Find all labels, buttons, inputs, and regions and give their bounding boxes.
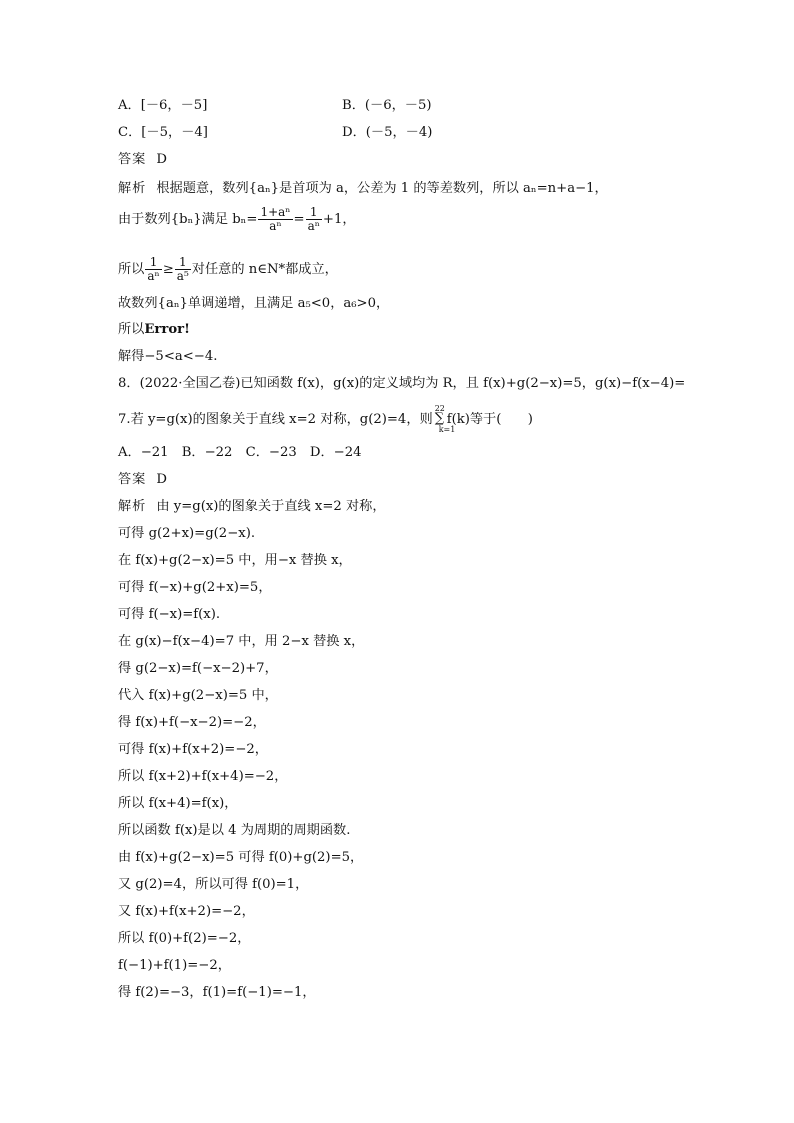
q7-analysis-line-2 <box>118 206 356 233</box>
q8-analysis-line: 可得 f(−x)+g(2+x)=5， <box>118 580 272 595</box>
fraction <box>175 256 191 283</box>
fraction-denominator: aⁿ <box>307 219 320 233</box>
q8-analysis-line: 在 f(x)+g(2−x)=5 中，用−x 替换 x， <box>118 553 352 568</box>
q7-analysis-line-6: 解得−5<a<−4. <box>118 349 218 364</box>
q7-analysis-line-1 <box>118 181 608 197</box>
answer-value: D <box>156 152 167 167</box>
q8-analysis-line: 所以 f(x+4)=f(x)， <box>118 796 238 811</box>
q8-analysis-line: 可得 f(−x)=f(x). <box>118 607 221 622</box>
answer-label: 答案 <box>118 152 147 167</box>
error-text: Error! <box>144 322 190 337</box>
q8-analysis-line: 可得 g(2+x)=g(2−x). <box>118 526 256 541</box>
answer-value: D <box>156 472 167 487</box>
analysis-text: 对任意的 n∈N*都成立， <box>191 262 338 277</box>
q8-analysis-line: 所以 f(0)+f(2)=−2， <box>118 931 251 946</box>
analysis-text: 由 y=g(x)的图象关于直线 x=2 对称， <box>156 499 386 514</box>
sigma-glyph: ∑ <box>434 411 444 426</box>
fraction-denominator: a⁵ <box>176 269 189 283</box>
analysis-text: 所以 <box>118 322 145 337</box>
q8-analysis-line: 代入 f(x)+g(2−x)=5 中， <box>118 688 278 703</box>
summation-symbol <box>433 404 456 434</box>
inequality-sign: ≥ <box>162 262 174 277</box>
fraction <box>306 206 322 233</box>
analysis-text: 由于数列{bₙ}满足 bₙ= <box>118 212 258 227</box>
q7-option-a: A．[－6，－5] <box>118 98 208 113</box>
q8-question-line-1: 8．(2022·全国乙卷)已知函数 f(x)，g(x)的定义域均为 R，且 f(x)+g(2−x)=5，g(x)−f(x−4)= <box>118 376 686 391</box>
q8-analysis-line: f(−1)+f(1)=−2， <box>118 958 231 973</box>
analysis-text: 所以 <box>118 262 145 277</box>
equals-sign: = <box>293 212 305 227</box>
answer-label: 答案 <box>118 472 147 487</box>
analysis-label: 解析 <box>118 499 147 514</box>
fraction-denominator: aⁿ <box>269 219 282 233</box>
q7-answer <box>118 152 167 168</box>
fraction <box>258 206 292 233</box>
analysis-text: 根据题意，数列{aₙ}是首项为 a，公差为 1 的等差数列，所以 aₙ=n+a−1， <box>156 181 608 196</box>
question-text: 7.若 y=g(x)的图象关于直线 x=2 对称，g(2)=4，则 <box>118 412 433 427</box>
q8-analysis-line: 所以函数 f(x)是以 4 为周期的周期函数. <box>118 823 351 838</box>
sum-upper-limit: 22 <box>434 404 445 413</box>
q8-analysis-line-1 <box>118 499 386 515</box>
question-text: f(k)等于( ) <box>446 412 533 427</box>
fraction <box>145 256 161 283</box>
analysis-label: 解析 <box>118 181 147 196</box>
q8-options: A．−21 B．−22 C．−23 D．−24 <box>118 445 362 460</box>
q7-option-b: B．(－6，－5) <box>342 98 432 113</box>
fraction-numerator: 1+aⁿ <box>260 205 291 219</box>
q8-analysis-line: 可得 f(x)+f(x+2)=−2， <box>118 742 268 757</box>
q8-analysis-line: 又 f(x)+f(x+2)=−2， <box>118 904 255 919</box>
q7-analysis-line-4: 故数列{aₙ}单调递增，且满足 a₅<0，a₆>0， <box>118 296 390 311</box>
q8-analysis-line: 由 f(x)+g(2−x)=5 可得 f(0)+g(2)=5， <box>118 850 364 865</box>
q8-analysis-line: 得 f(x)+f(−x−2)=−2， <box>118 715 266 730</box>
q8-question-line-2 <box>118 404 533 434</box>
sum-lower-limit: k=1 <box>438 425 456 434</box>
q8-analysis-line: 得 g(2−x)=f(−x−2)+7， <box>118 661 278 676</box>
q8-analysis-line: 又 g(2)=4，所以可得 f(0)=1， <box>118 877 309 892</box>
q7-option-c: C．[－5，－4] <box>118 125 208 140</box>
q8-analysis-line: 在 g(x)−f(x−4)=7 中，用 2−x 替换 x， <box>118 634 365 649</box>
fraction-numerator: 1 <box>145 256 161 270</box>
fraction-denominator: aⁿ <box>147 269 160 283</box>
q7-analysis-line-5 <box>118 322 190 338</box>
q8-analysis-line: 得 f(2)=−3，f(1)=f(−1)=−1， <box>118 985 316 1000</box>
q7-analysis-line-3 <box>118 256 338 283</box>
q8-answer <box>118 472 167 488</box>
q8-analysis-line: 所以 f(x+2)+f(x+4)=−2， <box>118 769 288 784</box>
fraction-numerator: 1 <box>175 256 191 270</box>
analysis-text: +1， <box>322 212 356 227</box>
q7-option-d: D．(－5，－4) <box>342 125 433 140</box>
fraction-numerator: 1 <box>306 206 322 220</box>
